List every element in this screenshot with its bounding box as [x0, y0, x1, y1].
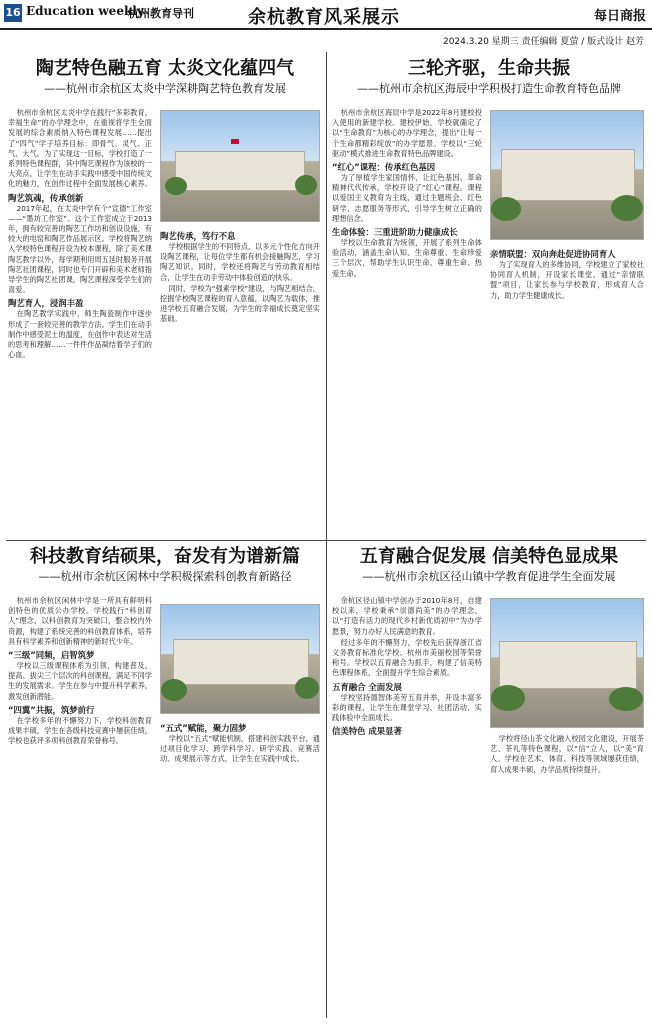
brand-chinese: 杭州教育导刊: [128, 7, 194, 20]
paragraph: 2017年起，在太炎中学有个“宣德”工作室——“墨坊工作室”。这个工作室成立于2013年，拥有较完善的陶艺工作坊和创设设施，有较大的电窑和陶艺作品展示区。学校将陶艺纳入学校特色课程开设为校本课程，除了美术课陶艺教学以外，每学期利用周五延时服务开展陶艺社团课程，同时也专门开辟和美术老师指导学生的陶艺社团课，陶艺课程深受学生们的喜爱。: [8, 203, 152, 295]
section-heading: 陶艺筑魂，传承创新: [8, 192, 84, 203]
article-body-left: [332, 108, 482, 536]
paragraph: 学校以三级课程体系为引领，构建普及、提高、拔尖三个层次的科创课程，满足不同学生的发展需求。学生在参与中提升科学素养，激发创新潜能。: [8, 661, 152, 701]
school-photo: [490, 598, 644, 728]
paragraph: 学校以“五式”赋能机制，搭建科创实践平台，通过项目化学习、跨学科学习、研学实践、竞赛活动、成果展示等方式，让学生在实践中成长。: [160, 734, 320, 764]
date-line: 2024.3.20 星期三 责任编辑 夏萤 / 版式设计 赵芳: [442, 37, 644, 47]
section-heading: “红心”课程：传承红色基因: [332, 162, 436, 173]
paragraph: 经过多年的不懈努力，学校先后获得浙江省义务教育标准化学校、杭州市美丽校园等荣誉称号。学校以五育融合为抓手，构建了信美特色课程体系，全面提升学生综合素质。: [332, 637, 482, 678]
brand-english: Education weekly: [26, 4, 144, 18]
school-photo: [160, 604, 320, 714]
article-body-left: [8, 108, 152, 536]
paragraph: 学校根据学生的不同特点，以多元个性化方向开设陶艺课程，让每位学生都有机会接触陶艺，学习陶艺知识。同时，学校还将陶艺与劳动教育相结合，让学生在动手劳动中体验创造的快乐。: [160, 242, 320, 282]
paragraph: 杭州市余杭区太炎中学在践行“多彩教育，幸福生命”的办学理念中，在重视将学生全面发展的综合素质纳入特色课程发展……提出了“四气”学子培养目标：即骨气、灵气、正气、大气。为了实现这一目标，学校打造了一系列特色课程群，其中陶艺课程作为该校的一大亮点，让学生在动手实践中感受中国传统文化的魅力，在创作过程中全面发展核心素养。: [8, 108, 152, 189]
paragraph: 在陶艺教学实践中，师生陶瓷制作中逐步形成了一套较完善的教学方法。学生们在动手制作中感受泥土的温度，在创作中表达对生活的思考和理解……一件件作品凝结着学子们的心血。: [8, 309, 152, 360]
section-heading: “五式”赋能，聚力固梦: [160, 723, 247, 733]
paragraph: 学校将径山茶文化融入校园文化建设，开展茶艺、茶礼等特色课程，以“信”立人，以“美”育人。学校在艺术、体育、科技等领域屡获佳绩，育人成果丰硕，办学品质持续提升。: [490, 734, 644, 774]
paragraph: 为了厚植学生家国情怀，让红色基因、革命精神代代传承，学校开设了“红心”课程。课程以爱国主义教育为主线，通过主题班会、红色研学、志愿服务等形式，引导学生树立正确的理想信念。: [332, 173, 482, 223]
section-heading: 亲情联盟：双向奔赴促进协同育人: [490, 249, 616, 259]
section-heading: “四翼”共振，筑梦前行: [8, 704, 95, 715]
article-jingshan: [332, 546, 646, 1020]
article-subtitle: ——杭州市余杭区海辰中学积极打造生命教育特色品牌: [357, 82, 621, 95]
article-body-right: [160, 720, 320, 1020]
section-heading: 五育融合 全面发展: [332, 681, 402, 692]
article-subtitle: ——杭州市余杭区径山镇中学教育促进学生全面发展: [362, 570, 616, 583]
row-divider: [6, 540, 646, 541]
paragraph: 学校以生命教育为统领，开展了系列生命体验活动，涵盖生命认知、生命尊重、生命珍爱三个层次，帮助学生认识生命、尊重生命、热爱生命。: [332, 238, 482, 278]
paragraph: 余杭区径山镇中学创办于2010年8月，自建校以来，学校秉承“崇德尚美”的办学理念，以“打造有活力的现代乡村新优质初中”为办学愿景，努力办好人民满意的教育。: [332, 596, 482, 636]
article-body-right: [490, 734, 644, 1020]
school-photo: [490, 110, 644, 240]
paragraph: 杭州市余杭区海辰中学是2022年8月建校投入使用的新建学校。建校伊始，学校就确定了以“生命教育”为核心的办学理念，提出“让每一个生命都精彩绽放”的办学愿景。学校以“三轮驱动”模式推进生命教育特色品牌建设。: [332, 108, 482, 158]
paragraph: 为了实现育人的多维协同，学校建立了家校社协同育人机制，开设家长课堂，通过“亲情联盟”项目，让家长参与学校教育，形成育人合力，助力学生健康成长。: [490, 260, 644, 300]
article-title: 三轮齐驱，生命共振: [408, 58, 570, 79]
article-title: 科技教育结硕果，奋发有为谱新篇: [30, 546, 300, 567]
column-divider: [326, 52, 327, 1018]
article-haichen: [332, 58, 646, 536]
school-photo: [160, 110, 320, 222]
paragraph: 在学校多年的不懈努力下，学校科创教育成果丰硕，学生在各级科技竞赛中屡获佳绩，学校也获评多项科创教育荣誉称号。: [8, 715, 152, 746]
section-title: 余杭教育风采展示: [248, 7, 400, 28]
section-heading: 生命体验：三重进阶助力健康成长: [332, 227, 458, 238]
article-body-left: [332, 596, 482, 1020]
paragraph: 学校坚持德智体美劳五育并举，开设丰富多彩的课程，让学生在课堂学习、社团活动、实践体验中全面成长。: [332, 692, 482, 723]
article-title: 陶艺特色融五育 太炎文化蕴四气: [35, 58, 295, 79]
article-subtitle: ——杭州市余杭区太炎中学深耕陶艺特色教育发展: [44, 82, 286, 95]
paragraph: 杭州市余杭区闲林中学是一所具有鲜明科创特色的优质公办学校。学校践行“科创育人”理念，以科创教育为突破口，整合校内外资源，构建了系统完善的科创教育体系，培养具有科学素养和创新精神的新时代少年。: [8, 596, 152, 646]
article-xianlin: [8, 546, 322, 1020]
article-taoyi: [8, 58, 322, 536]
section-heading: 陶艺育人，浸润丰盈: [8, 298, 84, 309]
article-title: 五育融合促发展 信美特色显成果: [359, 546, 619, 567]
page-number: 16: [4, 4, 22, 22]
article-subtitle: ——杭州市余杭区闲林中学积极探索科创教育新路径: [38, 570, 292, 583]
section-heading: 信美特色 成果显著: [332, 726, 402, 737]
masthead: [0, 0, 652, 30]
paper-name: 每日商报: [593, 9, 646, 24]
article-body-right: [490, 246, 644, 536]
section-heading: 陶艺传承，笃行不息: [160, 231, 236, 241]
article-body-right: [160, 228, 320, 536]
article-body-left: [8, 596, 152, 1020]
paragraph: 同时，学校为“强素学校”建设，与陶艺相结合，挖掘学校陶艺课程的育人意蕴，以陶艺为载体，推进学校五育融合发展，为学生的幸福成长奠定坚实基础。: [160, 283, 320, 324]
section-heading: “三级”同频，启智筑梦: [8, 650, 95, 661]
